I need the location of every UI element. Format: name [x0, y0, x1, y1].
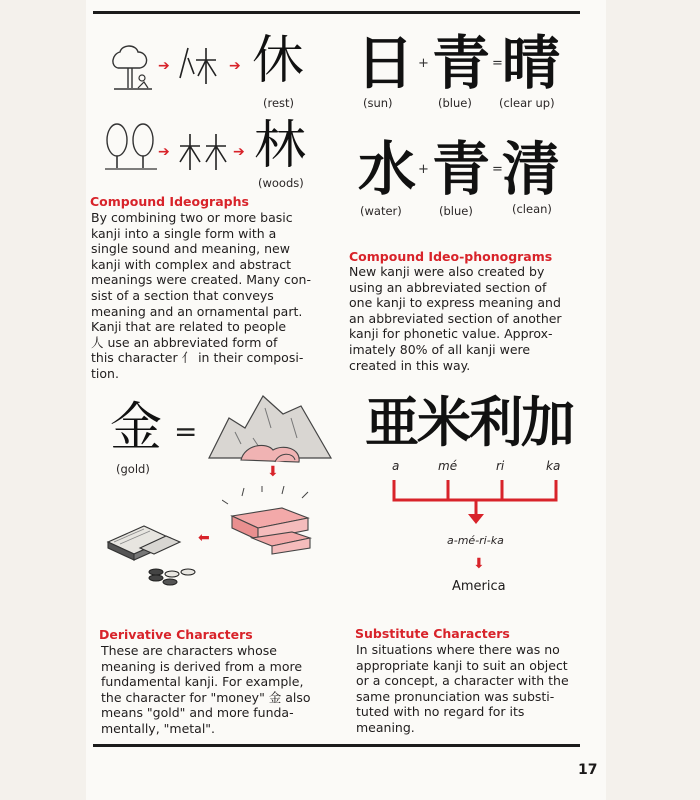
- bracket-connector-icon: [390, 478, 562, 528]
- arrow-right-icon: ➔: [158, 144, 170, 160]
- syllable-a: a: [392, 459, 400, 473]
- page-number: 17: [578, 762, 598, 778]
- text-substitute-characters: In situations where there was no appropriate kanji to suit an object or a concept, a character with the same pronunciation was substi- tuted with no regard for its meaning.: [356, 642, 569, 735]
- equals-sign: =: [174, 415, 198, 448]
- arrow-down-icon: ⬇: [267, 464, 279, 480]
- arrow-right-icon: ➔: [229, 58, 241, 74]
- caption-rest: (rest): [263, 96, 295, 110]
- top-rule: [93, 11, 580, 14]
- arrow-down-icon: ⬇: [473, 556, 485, 572]
- arrow-right-icon: ➔: [158, 58, 170, 74]
- two-trees-illustration: [103, 120, 159, 172]
- syllable-me: mé: [438, 459, 458, 473]
- mountain-rocks-illustration: [205, 388, 335, 466]
- arrow-right-icon: ➔: [233, 144, 245, 160]
- combined-reading: a-mé-ri-ka: [447, 534, 504, 547]
- plus-sign: +: [418, 162, 429, 177]
- caption-sun: (sun): [363, 96, 393, 110]
- kanji-woods: 林: [254, 116, 307, 176]
- kanji-clean: 清: [502, 135, 561, 203]
- kanji-blue: 青: [432, 135, 491, 203]
- caption-blue: (blue): [438, 96, 472, 110]
- tree-tree-glyph-icon: [176, 132, 232, 172]
- tree-person-illustration: [108, 40, 156, 92]
- kanji-clear-up: 晴: [502, 29, 561, 97]
- caption-woods: (woods): [258, 176, 304, 190]
- gold-bars-illustration: [222, 486, 322, 556]
- text-compound-ideo-phonograms: New kanji were also created by using an abbreviated section of one kanji to express meaning and an abbreviated section of another kanji for phonetic value. Approx- imately 80% of all kanji were created in this way.: [349, 264, 562, 373]
- kanji-water: 水: [358, 135, 417, 203]
- kanji-america: 亜米利加: [365, 391, 573, 454]
- heading-derivative-characters: Derivative Characters: [99, 627, 253, 642]
- money-coins-illustration: [104, 512, 214, 592]
- syllable-ka: ka: [546, 459, 561, 473]
- text-compound-ideographs: By combining two or more basic kanji into a single form with a single sound and meaning, new kanji with complex and abstract meanings were created. Many con- sist of a section that conveys meaning and an ornamental part. Kanji that are related to people 人 use an abbreviated form of this character 亻 in their composi- tion.: [91, 210, 311, 381]
- heading-compound-ideo-phonograms: Compound Ideo-phonograms: [349, 249, 553, 264]
- equals-sign: =: [492, 56, 503, 71]
- caption-clean: (clean): [512, 202, 552, 216]
- kanji-blue: 青: [432, 29, 491, 97]
- result-america: America: [452, 579, 506, 594]
- plus-sign: +: [418, 56, 429, 71]
- syllable-ri: ri: [496, 459, 505, 473]
- kanji-rest: 休: [252, 31, 305, 91]
- caption-water: (water): [360, 204, 402, 218]
- caption-blue: (blue): [439, 204, 473, 218]
- bottom-rule: [93, 744, 580, 747]
- equals-sign: =: [492, 162, 503, 177]
- kanji-gold: 金: [110, 398, 163, 458]
- caption-gold: (gold): [116, 462, 150, 476]
- arrow-left-icon: ⬅: [198, 530, 210, 546]
- heading-compound-ideographs: Compound Ideographs: [90, 194, 249, 209]
- heading-substitute-characters: Substitute Characters: [355, 626, 510, 641]
- person-tree-glyph-icon: [176, 44, 224, 88]
- text-derivative-characters: These are characters whose meaning is derived from a more fundamental kanji. For example, the character for "money" 金 also means "gold" and more funda- mentally, "metal".: [101, 643, 311, 736]
- caption-clear-up: (clear up): [499, 96, 555, 110]
- kanji-sun: 日: [356, 29, 415, 97]
